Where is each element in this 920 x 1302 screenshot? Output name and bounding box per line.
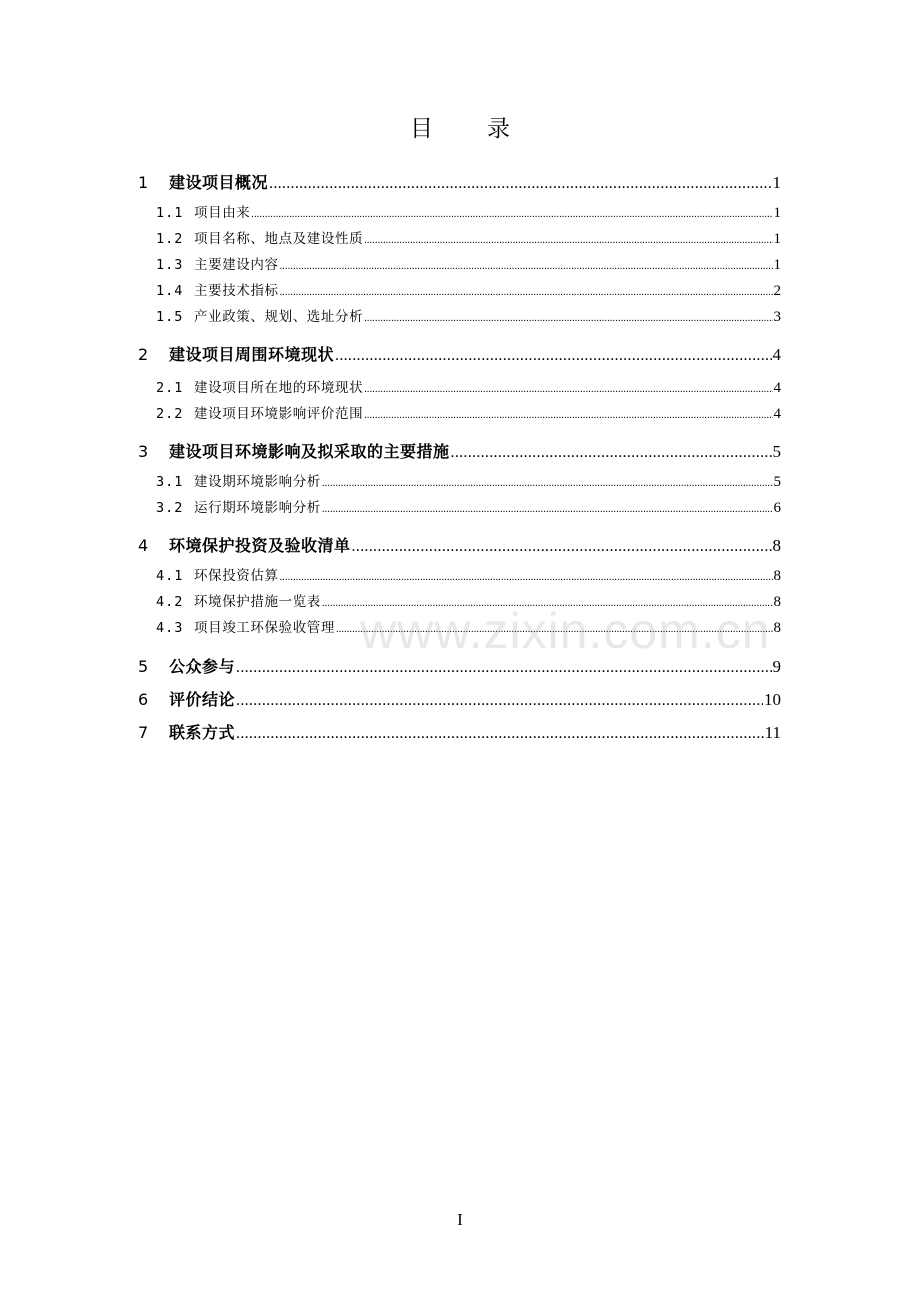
toc-entry-label: 主要建设内容: [194, 257, 279, 273]
toc-entry-page: 5: [773, 474, 781, 490]
dot-leader: [364, 380, 772, 400]
toc-entry-label: 环境保护措施一览表: [194, 594, 321, 610]
toc-entry-label: 环保投资估算: [194, 568, 279, 584]
dot-leader: [236, 723, 764, 745]
toc-entry-number: 3: [138, 442, 149, 461]
toc-entry-1-1[interactable]: [156, 203, 781, 225]
toc-entry-page: 9: [772, 657, 781, 676]
toc-entry-page: 10: [764, 690, 781, 709]
toc-entry-page: 11: [764, 723, 781, 742]
toc-entry-label: 建设项目环境影响评价范围: [194, 406, 364, 422]
dot-leader: [280, 283, 773, 303]
toc-entry-number: 1: [138, 173, 149, 192]
dot-leader: [251, 205, 772, 225]
toc-entry-4[interactable]: [138, 535, 781, 558]
dot-leader: [451, 442, 772, 464]
toc-entry-page: 1: [773, 257, 781, 273]
toc-entry-label: 公众参与: [169, 657, 236, 676]
toc-entry-1[interactable]: [138, 172, 781, 195]
dot-leader: [236, 690, 763, 712]
toc-entry-page: 6: [773, 500, 781, 516]
toc-entry-number: 1.4: [156, 283, 184, 299]
dot-leader: [364, 309, 772, 329]
toc-entry-label: 评价结论: [169, 690, 236, 709]
toc-title-char-2: 录: [487, 116, 510, 142]
toc-entry-number: 5: [138, 657, 149, 676]
toc-entry-1-3[interactable]: [156, 255, 781, 277]
toc-entry-3-2[interactable]: [156, 498, 781, 520]
toc-entry-label: 建设项目环境影响及拟采取的主要措施: [169, 442, 450, 461]
toc-entry-label: 项目名称、地点及建设性质: [194, 231, 364, 247]
toc-entry-label: 建设项目所在地的环境现状: [194, 380, 364, 396]
toc-entry-page: 1: [773, 231, 781, 247]
toc-entry-number: 2: [138, 345, 149, 364]
toc-entry-number: 2.2: [156, 406, 184, 422]
toc-entry-page: 1: [773, 205, 781, 221]
toc-entry-label: 建设项目周围环境现状: [169, 345, 335, 364]
dot-leader: [322, 474, 773, 494]
toc-entry-number: 1.5: [156, 309, 184, 325]
toc-entry-label: 联系方式: [169, 723, 236, 742]
toc-entry-page: 5: [772, 442, 781, 461]
dot-leader: [269, 173, 771, 195]
toc-entry-3[interactable]: [138, 441, 781, 464]
dot-leader: [364, 406, 772, 426]
dot-leader: [364, 231, 772, 251]
watermark: www.zixin.com.cn: [360, 603, 771, 659]
toc-entry-1-4[interactable]: [156, 281, 781, 303]
toc-entry-number: 3.2: [156, 500, 184, 516]
toc-entry-label: 主要技术指标: [194, 283, 279, 299]
dot-leader: [352, 536, 772, 558]
toc-entry-number: 6: [138, 690, 149, 709]
toc-entry-6[interactable]: [138, 689, 781, 712]
dot-leader: [236, 657, 771, 679]
toc-entry-1-2[interactable]: [156, 229, 781, 251]
toc-entry-number: 1.3: [156, 257, 184, 273]
dot-leader: [280, 568, 773, 588]
toc-entry-number: 4: [138, 536, 149, 555]
dot-leader: [280, 257, 773, 277]
toc-entry-page: 4: [773, 380, 781, 396]
toc-entry-3-1[interactable]: [156, 472, 781, 494]
toc-entry-label: 建设项目概况: [169, 173, 269, 192]
toc-entry-page: 8: [773, 568, 781, 584]
toc-title-char-1: 目: [410, 116, 433, 142]
toc-entry-page: 4: [773, 406, 781, 422]
dot-leader: [322, 500, 773, 520]
toc-entry-page: 8: [773, 594, 781, 610]
toc-entry-number: 4.2: [156, 594, 184, 610]
toc-entry-label: 运行期环境影响分析: [194, 500, 321, 516]
toc-entry-number: 1.1: [156, 205, 184, 221]
toc-entry-7[interactable]: [138, 722, 781, 745]
toc-entry-4-1[interactable]: [156, 566, 781, 588]
toc-entry-2-1[interactable]: [156, 378, 781, 400]
toc-entry-label: 项目由来: [194, 205, 251, 221]
toc-entry-number: 3.1: [156, 474, 184, 490]
toc-entry-1-5[interactable]: [156, 307, 781, 329]
toc-entry-2-2[interactable]: [156, 404, 781, 426]
toc-entry-page: 8: [773, 620, 781, 636]
toc-entry-number: 4.3: [156, 620, 184, 636]
toc-entry-label: 产业政策、规划、选址分析: [194, 309, 364, 325]
toc-entry-page: 3: [773, 309, 781, 325]
dot-leader: [335, 345, 771, 367]
toc-entry-label: 建设期环境影响分析: [194, 474, 321, 490]
toc-entry-label: 环境保护投资及验收清单: [169, 536, 351, 555]
toc-entry-number: 4.1: [156, 568, 184, 584]
toc-entry-page: 8: [772, 536, 781, 555]
toc-entry-number: 1.2: [156, 231, 184, 247]
toc-entry-page: 1: [772, 173, 781, 192]
toc-entry-number: 7: [138, 723, 149, 742]
toc-entry-number: 2.1: [156, 380, 184, 396]
toc-entry-label: 项目竣工环保验收管理: [194, 620, 335, 636]
toc-entry-page: 4: [772, 345, 781, 364]
page-number: I: [457, 1210, 463, 1229]
toc-entry-page: 2: [773, 283, 781, 299]
toc-entry-2[interactable]: [138, 344, 781, 367]
